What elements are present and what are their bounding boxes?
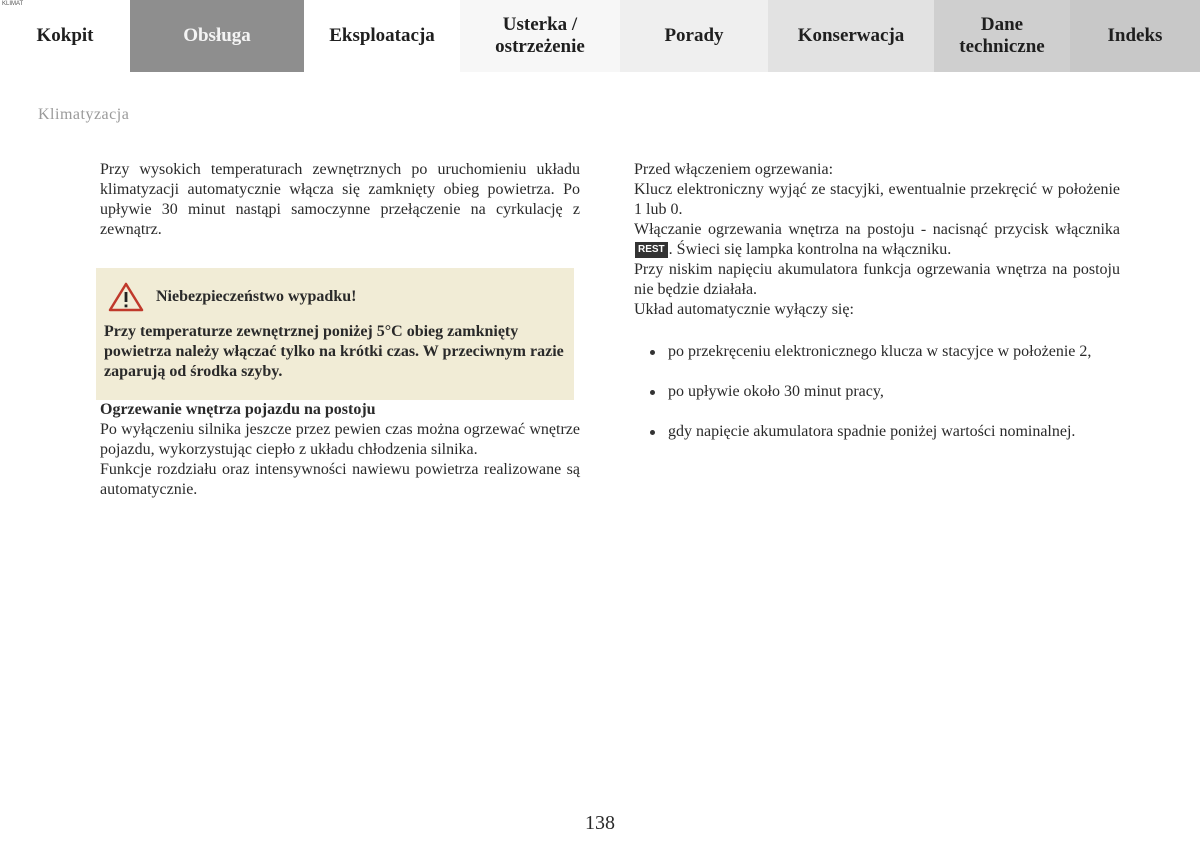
corner-mark: KLIMAT [2, 1, 24, 7]
intro-paragraph: Przy wysokich temperaturach zewnętrznych po uruchomieniu układu klimatyzacji automatycznie włącza się zamknięty obieg powietrza. Po upływie 30 minut nastąpi samoczynne przełączenie na cyrkulację z zewnątrz. [100, 161, 580, 238]
page-number: 138 [585, 812, 615, 834]
warning-text: Przy temperaturze zewnętrznej poniżej 5°C obieg zamknięty powietrza należy włączać tylko na krótki czas. W przeciwnym razie zaparują od środka szyby. [104, 323, 564, 380]
tab-label: Kokpit [36, 25, 94, 46]
tab-kokpit[interactable] [0, 0, 130, 72]
paragraph: Przy niskim napięciu akumulatora funkcja ogrzewania wnętrza na postoju nie będzie działała. [634, 261, 1120, 298]
tab-eksploatacja[interactable] [304, 0, 460, 72]
chapter-tabs [0, 0, 1200, 72]
tab-label: Eksploatacja [329, 25, 435, 46]
warning-triangle-icon [108, 282, 144, 312]
paragraph [634, 220, 1120, 260]
warning-header [108, 282, 566, 312]
warning-title: Niebezpieczeństwo wypadku! [156, 288, 357, 305]
section-title: Klimatyzacja [38, 106, 130, 123]
subheading: Ogrzewanie wnętrza pojazdu na postoju [100, 401, 376, 418]
paragraph [634, 160, 1120, 220]
right-column [634, 160, 1120, 462]
list-item: gdy napięcie akumulatora spadnie poniżej wartości nominalnej. [648, 422, 1120, 442]
bullet-list [634, 342, 1120, 442]
tab-konserwacja[interactable] [768, 0, 934, 72]
tab-label: Dane techniczne [959, 14, 1045, 57]
list-item: po upływie około 30 minut pracy, [648, 382, 1120, 402]
left-column [100, 160, 580, 500]
tab-label: Konserwacja [797, 25, 905, 46]
tab-dane-techniczne[interactable] [934, 0, 1070, 72]
paragraph-line: Przed włączeniem ogrzewania: [634, 161, 834, 178]
tab-obsluga[interactable] [130, 0, 304, 72]
list-item: po przekręceniu elektronicznego klucza w stacyjce w położenie 2, [648, 342, 1120, 362]
tab-porady[interactable] [620, 0, 768, 72]
paragraph: Po wyłączeniu silnika jeszcze przez pewien czas można ogrzewać wnętrze pojazdu, wykorzystując ciepło z układu chłodzenia silnika. [100, 421, 580, 458]
warning-box [96, 268, 574, 400]
tab-label: Porady [664, 25, 724, 46]
tab-label: Usterka / ostrzeżenie [495, 14, 585, 57]
paragraph-text: . Świeci się lampka kontrolna na włączniku. [668, 241, 952, 258]
tab-indeks[interactable] [1070, 0, 1200, 72]
paragraph-text: Włączanie ogrzewania wnętrza na postoju - nacisnąć przycisk włącznika [634, 221, 1120, 238]
tab-usterka-ostrzezenie[interactable] [460, 0, 620, 72]
paragraph-line: Klucz elektroniczny wyjąć ze stacyjki, ewentualnie przekręcić w położenie 1 lub 0. [634, 181, 1120, 218]
tab-label: Obsługa [183, 25, 251, 46]
tab-label: Indeks [1107, 25, 1163, 46]
paragraph: Funkcje rozdziału oraz intensywności nawiewu powietrza realizowane są automatycznie. [100, 461, 580, 498]
paragraph: Układ automatycznie wyłączy się: [634, 301, 854, 318]
rest-button-icon: REST [635, 242, 668, 258]
